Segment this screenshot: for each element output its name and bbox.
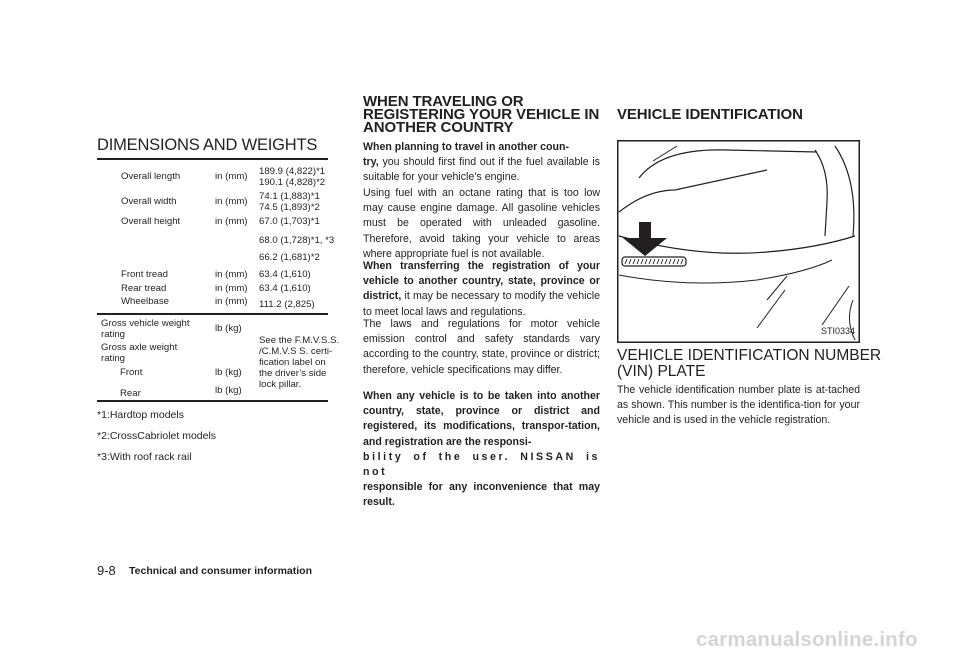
row-value: 189.9 (4,822)*1 190.1 (4,828)*2 [259, 166, 326, 188]
rear-unit: lb (kg) [215, 385, 242, 396]
dimensions-title: DIMENSIONS AND WEIGHTS [97, 136, 318, 154]
page-number: 9-8 [97, 563, 116, 578]
paragraph-text: When any vehicle is to be taken into another country, state, province or district and registered, its modifications, transpor-tation, and registration are the responsi- [363, 390, 600, 448]
row-unit: in (mm) [215, 171, 248, 182]
figure-code: STI0334 [820, 326, 855, 336]
table-top-rule [97, 158, 328, 160]
traveling-paragraph-3 [363, 259, 600, 320]
gvwr-unit: lb (kg) [215, 323, 242, 334]
footnote: *2:CrossCabriolet models [97, 430, 217, 442]
row-value: 63.4 (1,610) [259, 269, 311, 280]
vin-location-figure [617, 140, 860, 343]
table-mid-rule [97, 313, 328, 315]
row-unit: in (mm) [215, 296, 248, 307]
row-unit: in (mm) [215, 283, 248, 294]
watermark-text: carmanualsonline.info [696, 628, 918, 651]
paragraph-text: bility of the user. NISSAN is not [363, 450, 600, 479]
traveling-paragraph-1 [363, 140, 600, 186]
traveling-paragraph-4: The laws and regulations for motor vehicle emission control and safety standards vary according to the country, state, province or district; therefore, vehicle specifications may differ. [363, 318, 600, 376]
row-label: Front tread [121, 269, 168, 280]
front-unit: lb (kg) [215, 367, 242, 378]
footnote: *1:Hardtop models [97, 409, 184, 421]
row-unit: in (mm) [215, 196, 248, 207]
paragraph-text: responsible for any inconvenience that may result. [363, 481, 600, 509]
table-bottom-rule [97, 400, 328, 402]
row-value: 74.1 (1,883)*1 74.5 (1,893)*2 [259, 191, 320, 213]
front-label: Front [120, 367, 143, 378]
down-arrow-icon [623, 222, 667, 256]
vin-plate-paragraph: The vehicle identification number plate is at-tached as shown. This number is the identifica-tion for your vehicle and is used in the vehicle registration. [617, 384, 860, 427]
vin-figure-illustration [617, 140, 860, 343]
row-unit: in (mm) [215, 269, 248, 280]
row-value: 66.2 (1,681)*2 [259, 252, 320, 263]
row-label: Overall height [121, 216, 181, 227]
row-label: Overall width [121, 196, 177, 207]
footnote: *3:With roof rack rail [97, 451, 192, 463]
row-label: Wheelbase [121, 296, 169, 307]
traveling-paragraph-2: Using fuel with an octane rating that is too low may cause engine damage. All gasoline vehicles must be operated with unleaded gasoline. Therefore, avoid taking your vehicle to areas where appropriate fuel is not available. [363, 187, 600, 260]
traveling-paragraph-5 [363, 389, 600, 511]
row-value: 111.2 (2,825) [259, 299, 315, 310]
row-label: Overall length [121, 171, 181, 182]
paragraph-text: you should first find out if the fuel available is suitable for your vehicle’s engine. [363, 156, 600, 184]
row-value: 68.0 (1,728)*1, *3 [259, 235, 335, 246]
vin-plate-subtitle: VEHICLE IDENTIFICATION NUMBER (VIN) PLATE [617, 347, 882, 380]
row-unit: in (mm) [215, 216, 248, 227]
rear-label: Rear [120, 388, 141, 399]
row-label: Rear tread [121, 283, 167, 294]
vehicle-id-title: VEHICLE IDENTIFICATION [617, 106, 803, 123]
gvwr-label: Gross vehicle weight rating [101, 318, 190, 340]
paragraph-lead: When planning to travel in another coun- try, [363, 141, 569, 169]
paragraph-lead: When transferring the registration of your vehicle to another country, state, province or district, [363, 260, 600, 303]
gawr-label: Gross axle weight rating [101, 342, 178, 364]
weight-note: See the F.M.V.S.S. /C.M.V.S S. certi- fication label on the driver’s side lock pillar. [259, 335, 340, 390]
paragraph-text: it may be necessary to modify the vehicle to meet local laws and regulations. [363, 290, 600, 318]
row-value: 63.4 (1,610) [259, 283, 311, 294]
section-name: Technical and consumer information [129, 565, 313, 577]
traveling-title: WHEN TRAVELING OR REGISTERING YOUR VEHICLE IN ANOTHER COUNTRY [363, 93, 600, 136]
row-value: 67.0 (1,703)*1 [259, 216, 320, 227]
